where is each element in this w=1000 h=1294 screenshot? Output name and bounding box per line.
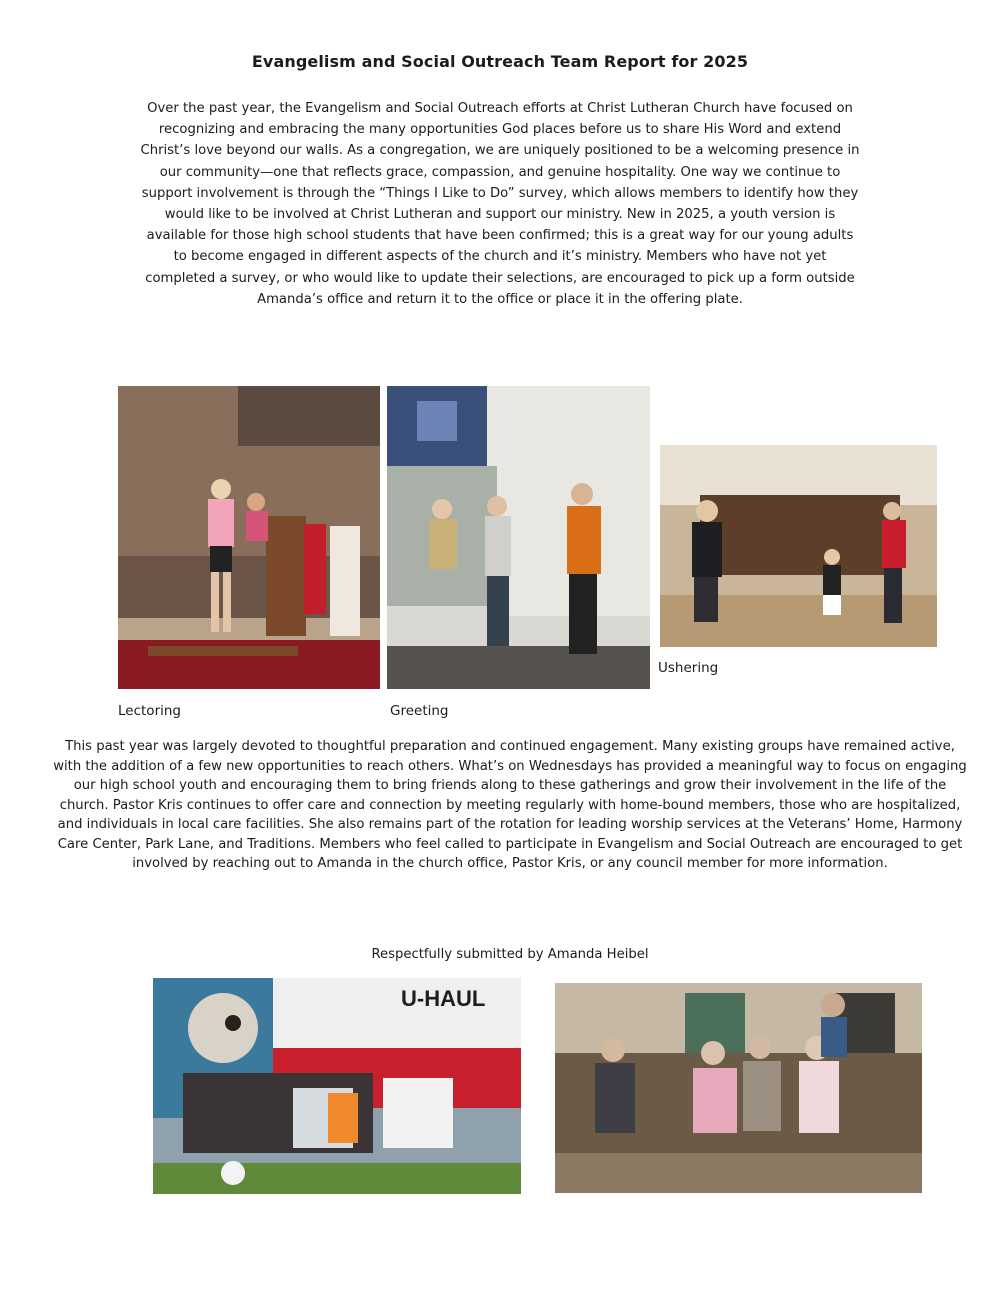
greeting-photo bbox=[387, 386, 650, 689]
body-paragraph: This past year was largely devoted to thoughtful preparation and continued engagement. Many existing groups have remained active, with the addition of a few new opportunities to reach others. What’s on Wednesdays has provided a meaningful way to focus on engaging our high school youth and encouraging them to bring friends along to these gatherings and grow their involvement in the life of the church. Pastor Kris continues to offer care and connection by meeting regularly with home-bound members, those who are hospitalized, and individuals in local care facilities. She also remains part of the rotation for leading worship services at the Veterans’ Home, Harmony Care Center, Park Lane, and Traditions. Members who feel called to participate in Evangelism and Social Outreach are encouraged to get involved by reaching out to Amanda in the church office, Pastor Kris, or any council member for more information. bbox=[53, 739, 967, 871]
care-facility-photo bbox=[555, 983, 922, 1193]
intro-paragraph: Over the past year, the Evangelism and Social Outreach efforts at Christ Lutheran Church have focused on recognizing and embracing the many opportunities God places before us to share His Word and extend Christ’s love beyond our walls. As a congregation, we are uniquely positioned to be a welcoming presence in our community—one that reflects grace, compassion, and genuine hospitality. One way we continue to support involvement is through the “Things I Like to Do” survey, which allows members to identify how they would like to be involved at Christ Lutheran and support our ministry. New in 2025, a youth version is available for those high school students that have been confirmed; this is a great way for our young adults to become engaged in different aspects of the church and it’s ministry. Members who have not yet completed a survey, or who would like to update their selections, are encouraged to pick up a form outside Amanda’s office and return it to the office or place it in the offering plate. bbox=[140, 101, 860, 307]
lectoring-photo bbox=[118, 386, 380, 689]
group-photo bbox=[153, 978, 521, 1194]
ushering-caption: Ushering bbox=[658, 660, 719, 676]
lectoring-caption: Lectoring bbox=[118, 703, 181, 719]
page-title: Evangelism and Social Outreach Team Report for 2025 bbox=[251, 52, 749, 71]
ushering-photo bbox=[660, 445, 937, 647]
signature: Respectfully submitted by Amanda Heibel bbox=[371, 947, 649, 962]
uhaul-sign: U-HAUL bbox=[401, 986, 486, 1011]
greeting-caption: Greeting bbox=[390, 703, 449, 719]
